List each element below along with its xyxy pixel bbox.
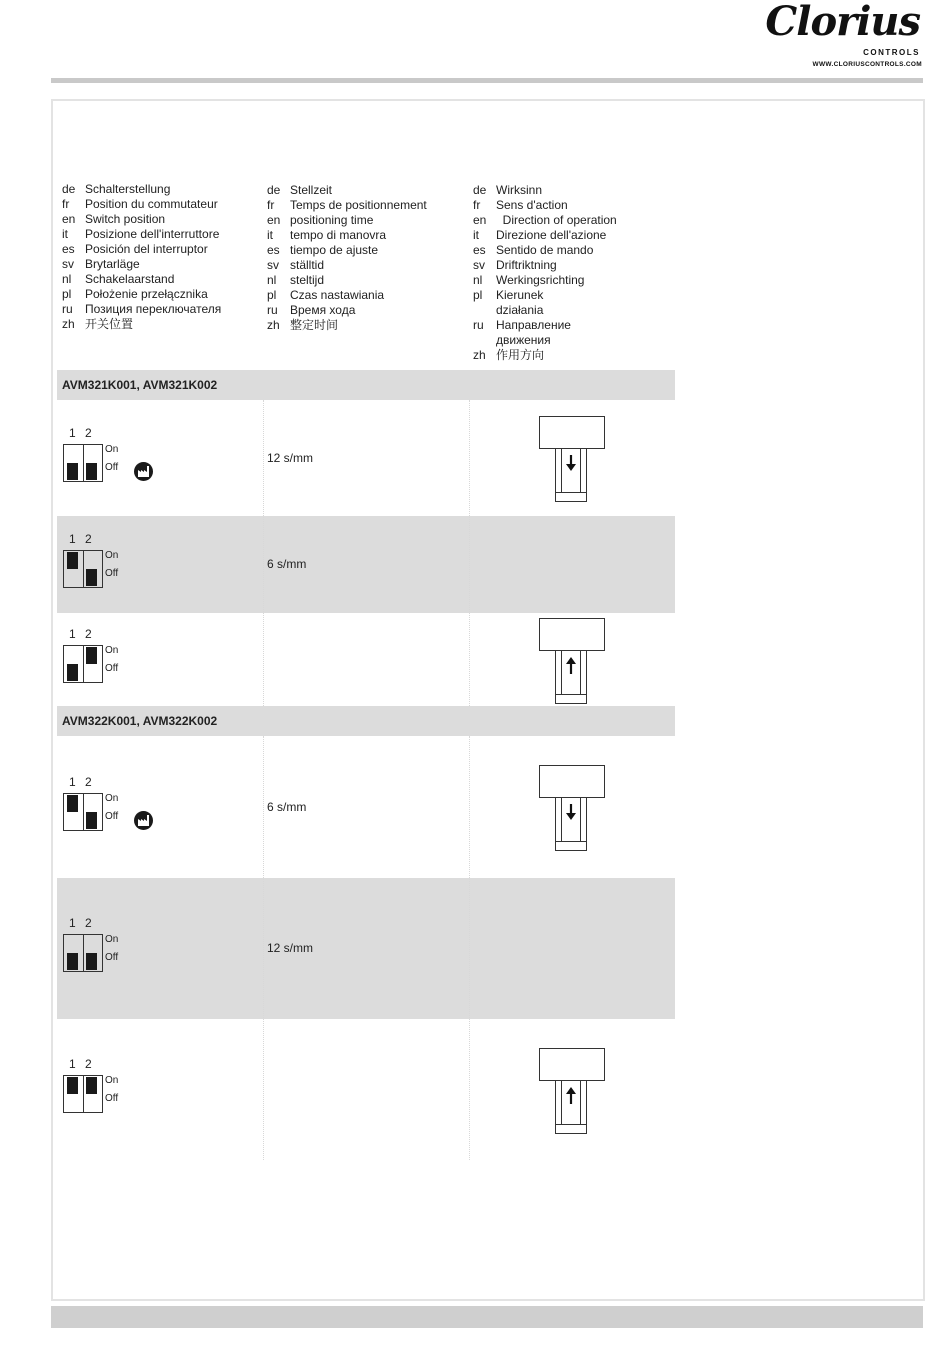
language-entry [473, 318, 673, 333]
language-entry [473, 198, 673, 213]
language-text: Driftriktning [496, 258, 557, 272]
column-divider [263, 736, 264, 1160]
actuator-head [539, 765, 605, 798]
factory-setting-icon [134, 811, 153, 830]
language-entry [267, 198, 467, 213]
language-entry [473, 228, 673, 243]
switch-1-on-knob [67, 552, 78, 569]
language-entry [62, 227, 262, 242]
language-entry [473, 288, 673, 303]
language-entry [62, 317, 262, 332]
language-entry [473, 303, 673, 318]
language-entry [267, 258, 467, 273]
language-text: tiempo de ajuste [290, 243, 379, 257]
switch-divider [83, 794, 84, 830]
column-divider [469, 736, 470, 1160]
switch-divider [83, 1076, 84, 1112]
language-text: Direzione dell'azione [496, 228, 607, 242]
language-code: sv [62, 257, 74, 271]
language-text: Schalterstellung [85, 182, 171, 196]
column-divider [263, 400, 264, 706]
switch-numbers: 1 2 [69, 627, 92, 641]
up-arrow-icon [564, 1086, 578, 1105]
actuator-stem [555, 797, 587, 851]
language-entry [267, 183, 467, 198]
off-label: Off [105, 462, 119, 473]
switch-position-header [62, 182, 262, 332]
language-code [473, 303, 496, 318]
on-label: On [105, 550, 119, 561]
language-text: Położenie przełącznika [85, 287, 208, 301]
actuator-head [539, 618, 605, 651]
direction-header [473, 183, 673, 363]
section-title-avm322: AVM322K001, AVM322K002 [62, 714, 218, 728]
language-entry [473, 258, 673, 273]
language-text: Werkingsrichting [496, 273, 585, 287]
language-entry [62, 302, 262, 317]
actuator-direction-diagram [539, 765, 607, 853]
bottom-bar [51, 1306, 923, 1328]
language-entry [267, 318, 467, 333]
language-text: Posición del interruptor [85, 242, 208, 256]
section-title-avm321: AVM321K001, AVM321K002 [62, 378, 218, 392]
language-code: en [473, 213, 487, 227]
language-code: nl [267, 273, 277, 287]
down-arrow-icon [564, 803, 578, 822]
language-code: zh [267, 318, 280, 332]
positioning-time-value: 12 s/mm [267, 941, 314, 955]
language-code: de [62, 182, 76, 196]
language-entry [473, 183, 673, 198]
language-text: steltijd [290, 273, 325, 287]
language-text: Brytarläge [85, 257, 140, 271]
language-text: Kierunek [496, 288, 544, 302]
language-text: Position du commutateur [85, 197, 218, 211]
language-code: fr [62, 197, 70, 211]
language-entry [473, 273, 673, 288]
language-entry [267, 303, 467, 318]
language-text: Czas nastawiania [290, 288, 385, 302]
dip-switch-diagram [63, 1057, 183, 1137]
language-code: it [473, 228, 479, 242]
switch-numbers: 1 2 [69, 426, 92, 440]
language-code [473, 333, 496, 348]
language-text: Schakelaarstand [85, 272, 175, 286]
language-text: Temps de positionnement [290, 198, 427, 212]
on-label: On [105, 444, 119, 455]
language-entry [62, 242, 262, 257]
language-text: positioning time [290, 213, 374, 227]
language-text: Posizione dell'interruttore [85, 227, 220, 241]
language-entry [267, 288, 467, 303]
language-entry [62, 257, 262, 272]
language-text: 整定时间 [290, 318, 339, 332]
language-text: Позиция переключателя [85, 302, 222, 316]
language-entry [267, 273, 467, 288]
language-entry [267, 213, 467, 228]
language-code: en [62, 212, 76, 226]
off-label: Off [105, 1093, 119, 1104]
on-label: On [105, 934, 119, 945]
clorius-logo [765, 0, 922, 72]
language-code: nl [473, 273, 483, 287]
logo-subtitle: CONTROLS [863, 48, 920, 57]
language-entry [473, 348, 673, 363]
language-entry [267, 243, 467, 258]
language-code: sv [473, 258, 485, 272]
language-code: sv [267, 258, 279, 272]
switch-numbers: 1 2 [69, 916, 92, 930]
off-label: Off [105, 568, 119, 579]
language-code: fr [473, 198, 481, 212]
language-entry [267, 228, 467, 243]
language-text: Switch position [85, 212, 166, 226]
actuator-direction-diagram [539, 1048, 607, 1136]
language-code: ru [267, 303, 278, 317]
language-entry [62, 287, 262, 302]
logo-wordmark: Clorius [765, 0, 920, 45]
language-code: ru [473, 318, 484, 332]
language-code: nl [62, 272, 72, 286]
actuator-stem [555, 448, 587, 502]
language-entry [62, 272, 262, 287]
language-text: Stellzeit [290, 183, 333, 197]
switch-1-off-knob [67, 664, 78, 681]
actuator-stem [555, 650, 587, 704]
switch-1-off-knob [67, 463, 78, 480]
language-text: ställtid [290, 258, 325, 272]
switch-1-on-knob [67, 795, 78, 812]
switch-2-off-knob [86, 463, 97, 480]
on-label: On [105, 793, 119, 804]
on-label: On [105, 1075, 119, 1086]
language-code: es [267, 243, 280, 257]
language-code: es [473, 243, 486, 257]
switch-divider [83, 551, 84, 587]
switch-divider [83, 445, 84, 481]
language-code: pl [62, 287, 72, 301]
language-entry [62, 182, 262, 197]
language-code: fr [267, 198, 275, 212]
switch-numbers: 1 2 [69, 532, 92, 546]
down-arrow-icon [564, 454, 578, 473]
actuator-head [539, 1048, 605, 1081]
top-divider [51, 78, 923, 83]
dip-switch-diagram [63, 426, 183, 506]
switch-2-off-knob [86, 953, 97, 970]
switch-numbers: 1 2 [69, 1057, 92, 1071]
language-code: de [473, 183, 487, 197]
dip-switch-diagram [63, 916, 183, 996]
switch-numbers: 1 2 [69, 775, 92, 789]
language-entry [62, 197, 262, 212]
off-label: Off [105, 811, 119, 822]
positioning-time-value: 6 s/mm [267, 800, 307, 814]
switch-1-on-knob [67, 1077, 78, 1094]
language-code: es [62, 242, 75, 256]
language-code: zh [473, 348, 486, 362]
language-text: tempo di manovra [290, 228, 387, 242]
language-text: Wirksinn [496, 183, 543, 197]
language-code: it [267, 228, 273, 242]
language-text: Sens d'action [496, 198, 568, 212]
language-text: Sentido de mando [496, 243, 594, 257]
off-label: Off [105, 663, 119, 674]
switch-2-off-knob [86, 569, 97, 586]
language-code: pl [473, 288, 483, 302]
actuator-direction-diagram [539, 416, 607, 504]
language-text: 开关位置 [85, 317, 134, 331]
dip-switch-diagram [63, 627, 183, 707]
language-entry [473, 213, 673, 228]
switch-1-off-knob [67, 953, 78, 970]
language-entry [473, 333, 673, 348]
language-text: Направление [496, 318, 571, 332]
positioning-time-header [267, 183, 467, 333]
column-divider [469, 400, 470, 706]
language-entry [62, 212, 262, 227]
language-text: Время хода [290, 303, 356, 317]
up-arrow-icon [564, 656, 578, 675]
language-text: движения [496, 333, 551, 347]
language-code: it [62, 227, 68, 241]
actuator-head [539, 416, 605, 449]
language-text: Direction of operation [496, 213, 617, 227]
dip-switch-diagram [63, 532, 183, 612]
dip-switch-diagram [63, 775, 183, 855]
switch-2-off-knob [86, 812, 97, 829]
switch-2-on-knob [86, 1077, 97, 1094]
logo-url: WWW.CLORIUSCONTROLS.COM [812, 61, 922, 68]
factory-setting-icon [134, 462, 153, 481]
language-code: pl [267, 288, 277, 302]
language-text: działania [496, 303, 544, 317]
language-entry [473, 243, 673, 258]
switch-2-on-knob [86, 647, 97, 664]
off-label: Off [105, 952, 119, 963]
positioning-time-value: 6 s/mm [267, 557, 307, 571]
language-code: zh [62, 317, 75, 331]
language-code: ru [62, 302, 73, 316]
positioning-time-value: 12 s/mm [267, 451, 314, 465]
actuator-stem [555, 1080, 587, 1134]
language-code: en [267, 213, 281, 227]
switch-divider [83, 646, 84, 682]
switch-divider [83, 935, 84, 971]
language-text: 作用方向 [496, 348, 545, 362]
actuator-direction-diagram [539, 618, 607, 706]
language-code: de [267, 183, 281, 197]
on-label: On [105, 645, 119, 656]
